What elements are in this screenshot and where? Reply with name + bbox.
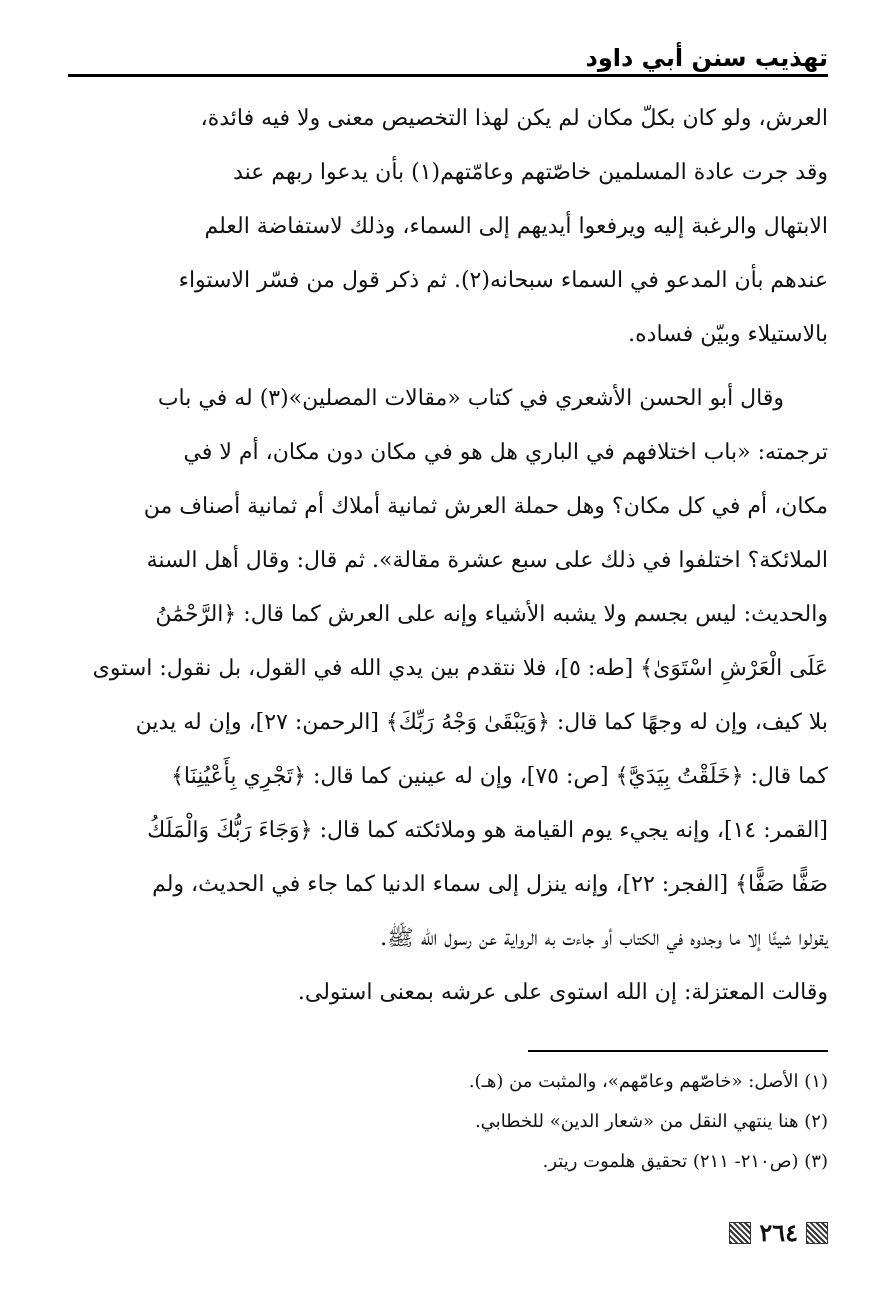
ornament-icon xyxy=(806,1222,828,1244)
text-line: بالاستيلاء وبيّن فساده. xyxy=(628,322,828,347)
footnote-2 xyxy=(68,1102,828,1142)
text-line: وقالت المعتزلة: إن الله استوى على عرشه بمعنى استولى. xyxy=(297,980,828,1005)
footnote-number: (٣) xyxy=(804,1151,828,1172)
text-line: صَفًّا صَفًّا﴾ [الفجر: ٢٢]، وإنه ينزل إلى سماء الدنيا كما جاء في الحديث، ولم xyxy=(152,872,828,897)
ornament-icon xyxy=(729,1222,751,1244)
header-rule xyxy=(68,74,828,77)
paragraph-1 xyxy=(68,92,828,362)
footnote-text: (ص٢١٠- ٢١١) تحقيق هلموت ريتر. xyxy=(542,1151,799,1172)
text-line: الابتهال والرغبة إليه ويرفعوا أيديهم إلى السماء، وذلك لاستفاضة العلم xyxy=(204,214,828,239)
text-line: كما قال: ﴿خَلَقْتُ بِيَدَيَّ﴾ [ص: ٧٥]، وإن له عينين كما قال: ﴿تَجْرِي بِأَعْيُنِنَا﴾ xyxy=(170,764,828,789)
paragraph-2 xyxy=(68,372,828,1020)
text-line: مكان، أم في كل مكان؟ وهل حملة العرش ثمانية أملاك أم ثمانية أصناف من xyxy=(143,494,828,519)
text-line: عندهم بأن المدعو في السماء سبحانه(٢). ثم ذكر قول من فسّر الاستواء xyxy=(178,268,828,293)
page-number: ٢٦٤ xyxy=(759,1218,798,1247)
running-header xyxy=(68,40,828,76)
text-line: وقال أبو الحسن الأشعري في كتاب «مقالات المصلين»(٣) له في باب xyxy=(157,386,784,411)
footnotes xyxy=(68,1062,828,1182)
footnote-separator xyxy=(528,1050,828,1052)
book-title: تهذيب سنن أبي داود xyxy=(585,44,828,72)
text-line: عَلَى الْعَرْشِ اسْتَوَىٰ﴾ [طه: ٥]، فلا نتقدم بين يدي الله في القول، بل نقول: استوى xyxy=(92,656,828,681)
text-line: يقولوا شيئًا إلا ما وجدوه في الكتاب أو جاءت به الرواية عن رسول الله ﷺ. xyxy=(380,926,828,951)
footnote-1 xyxy=(68,1062,828,1102)
text-line: [القمر: ١٤]، وإنه يجيء يوم القيامة هو وملائكته كما قال: ﴿وَجَاءَ رَبُّكَ وَالْمَلَكُ xyxy=(147,818,828,843)
text-line: الملائكة؟ اختلفوا في ذلك على سبع عشرة مقالة». ثم قال: وقال أهل السنة xyxy=(146,548,828,573)
text-line: وقد جرت عادة المسلمين خاصّتهم وعامّتهم(١) بأن يدعوا ربهم عند xyxy=(233,160,828,185)
footnote-number: (١) xyxy=(804,1071,828,1092)
text-line: العرش، ولو كان بكلّ مكان لم يكن لهذا التخصيص معنى ولا فيه فائدة، xyxy=(200,106,828,131)
footnote-text: الأصل: «خاصّهم وعامّهم»، والمثبت من (هـ). xyxy=(468,1071,799,1092)
text-line: بلا كيف، وإن له وجهًا كما قال: ﴿وَيَبْقَىٰ وَجْهُ رَبِّكَ﴾ [الرحمن: ٢٧]، وإن له يدين xyxy=(135,710,828,735)
main-text xyxy=(68,92,828,1020)
footnote-number: (٢) xyxy=(804,1111,828,1132)
text-line: والحديث: ليس بجسم ولا يشبه الأشياء وإنه على العرش كما قال: ﴿الرَّحْمَٰنُ xyxy=(155,602,828,627)
footnote-3 xyxy=(68,1142,828,1182)
footnote-text: هنا ينتهي النقل من «شعار الدين» للخطابي. xyxy=(474,1111,799,1132)
text-line: ترجمته: «باب اختلافهم في الباري هل هو في مكان دون مكان، أم لا في xyxy=(183,440,828,465)
page-number-block xyxy=(729,1218,828,1247)
